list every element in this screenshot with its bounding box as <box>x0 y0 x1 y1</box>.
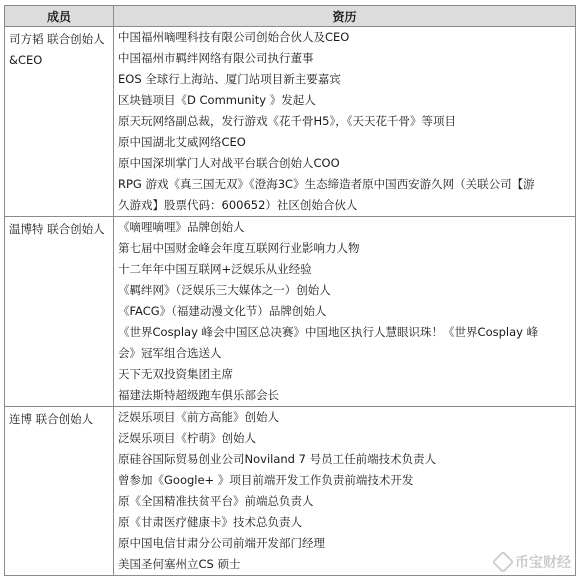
resume-line: 原硅谷国际贸易创业公司Noviland 7 号员工任前端技术负责人 <box>118 452 437 466</box>
resume-line: 原《全国精准扶贫平台》前端总负责人 <box>118 494 314 508</box>
resume-line: EOS 全球行上海站、厦门站项目新主要嘉宾 <box>118 72 341 86</box>
resume-line: 久游戏】股票代码：600652）社区创始合伙人 <box>118 198 358 212</box>
resume-line: 美国圣何塞州立CS 硕士 <box>118 557 241 571</box>
header-resume: 资历 <box>114 6 576 27</box>
resume-line: 会》冠军组合选送人 <box>118 346 222 360</box>
resume-cell <box>114 407 576 576</box>
resume-line: 第七届中国财金峰会年度互联网行业影响力人物 <box>118 241 360 255</box>
resume-cell <box>114 27 576 217</box>
resume-line: 原《甘肃医疗健康卡》技术总负责人 <box>118 515 302 529</box>
resume-line: 曾参加《Google+ 》项目前端开发工作负责前端技术开发 <box>118 473 414 487</box>
table-row <box>5 407 576 576</box>
member-cell: 连博 联合创始人 <box>5 407 114 576</box>
member-cell: 司方韬 联合创始人&CEO <box>5 27 114 217</box>
resume-line: 《FACG》（福建动漫文化节）品牌创始人 <box>118 304 327 318</box>
resume-line: 原中国电信甘肃分公司前端开发部门经理 <box>118 536 325 550</box>
resume-line: 福建法斯特超级跑车俱乐部会长 <box>118 388 279 402</box>
resume-line: RPG 游戏《真三国无双》《澄海3C》生态缔造者原中国西安游久网（关联公司【游 <box>118 177 535 191</box>
watermark-text: 币宝财经 <box>515 555 571 571</box>
resume-line: 中国福州嘀哩科技有限公司创始合伙人及CEO <box>118 30 350 44</box>
header-row <box>5 6 576 27</box>
table-row <box>5 27 576 217</box>
resume-line: 原中国湖北艾威网络CEO <box>118 135 246 149</box>
resume-line: 中国福州市羁绊网络有限公司执行董事 <box>118 51 314 65</box>
resume-line: 原中国深圳掌门人对战平台联合创始人COO <box>118 156 340 170</box>
resume-line: 原天玩网络副总裁，发行游戏《花千骨H5》，《天天花千骨》等项目 <box>118 114 456 128</box>
resume-line: 《羁绊网》（泛娱乐三大媒体之一）创始人 <box>118 283 331 297</box>
resume-line: 十二年年中国互联网+泛娱乐从业经验 <box>118 262 312 276</box>
resume-line: 《世界Cosplay 峰会中国区总决赛》中国地区执行人慧眼识珠！《世界Cosplay 峰 <box>118 325 539 339</box>
resume-line: 泛娱乐项目《柠萌》创始人 <box>118 431 256 445</box>
resume-line: 《嘀哩嘀哩》品牌创始人 <box>118 220 245 234</box>
resume-line: 区块链项目《D Community 》发起人 <box>118 93 316 107</box>
resume-cell <box>114 217 576 407</box>
team-table <box>4 5 576 576</box>
member-cell: 温博特 联合创始人 <box>5 217 114 407</box>
resume-line: 泛娱乐项目《前方高能》创始人 <box>118 410 279 424</box>
table-row <box>5 217 576 407</box>
header-member: 成员 <box>5 6 114 27</box>
resume-line: 天下无双投资集团主席 <box>118 367 233 381</box>
